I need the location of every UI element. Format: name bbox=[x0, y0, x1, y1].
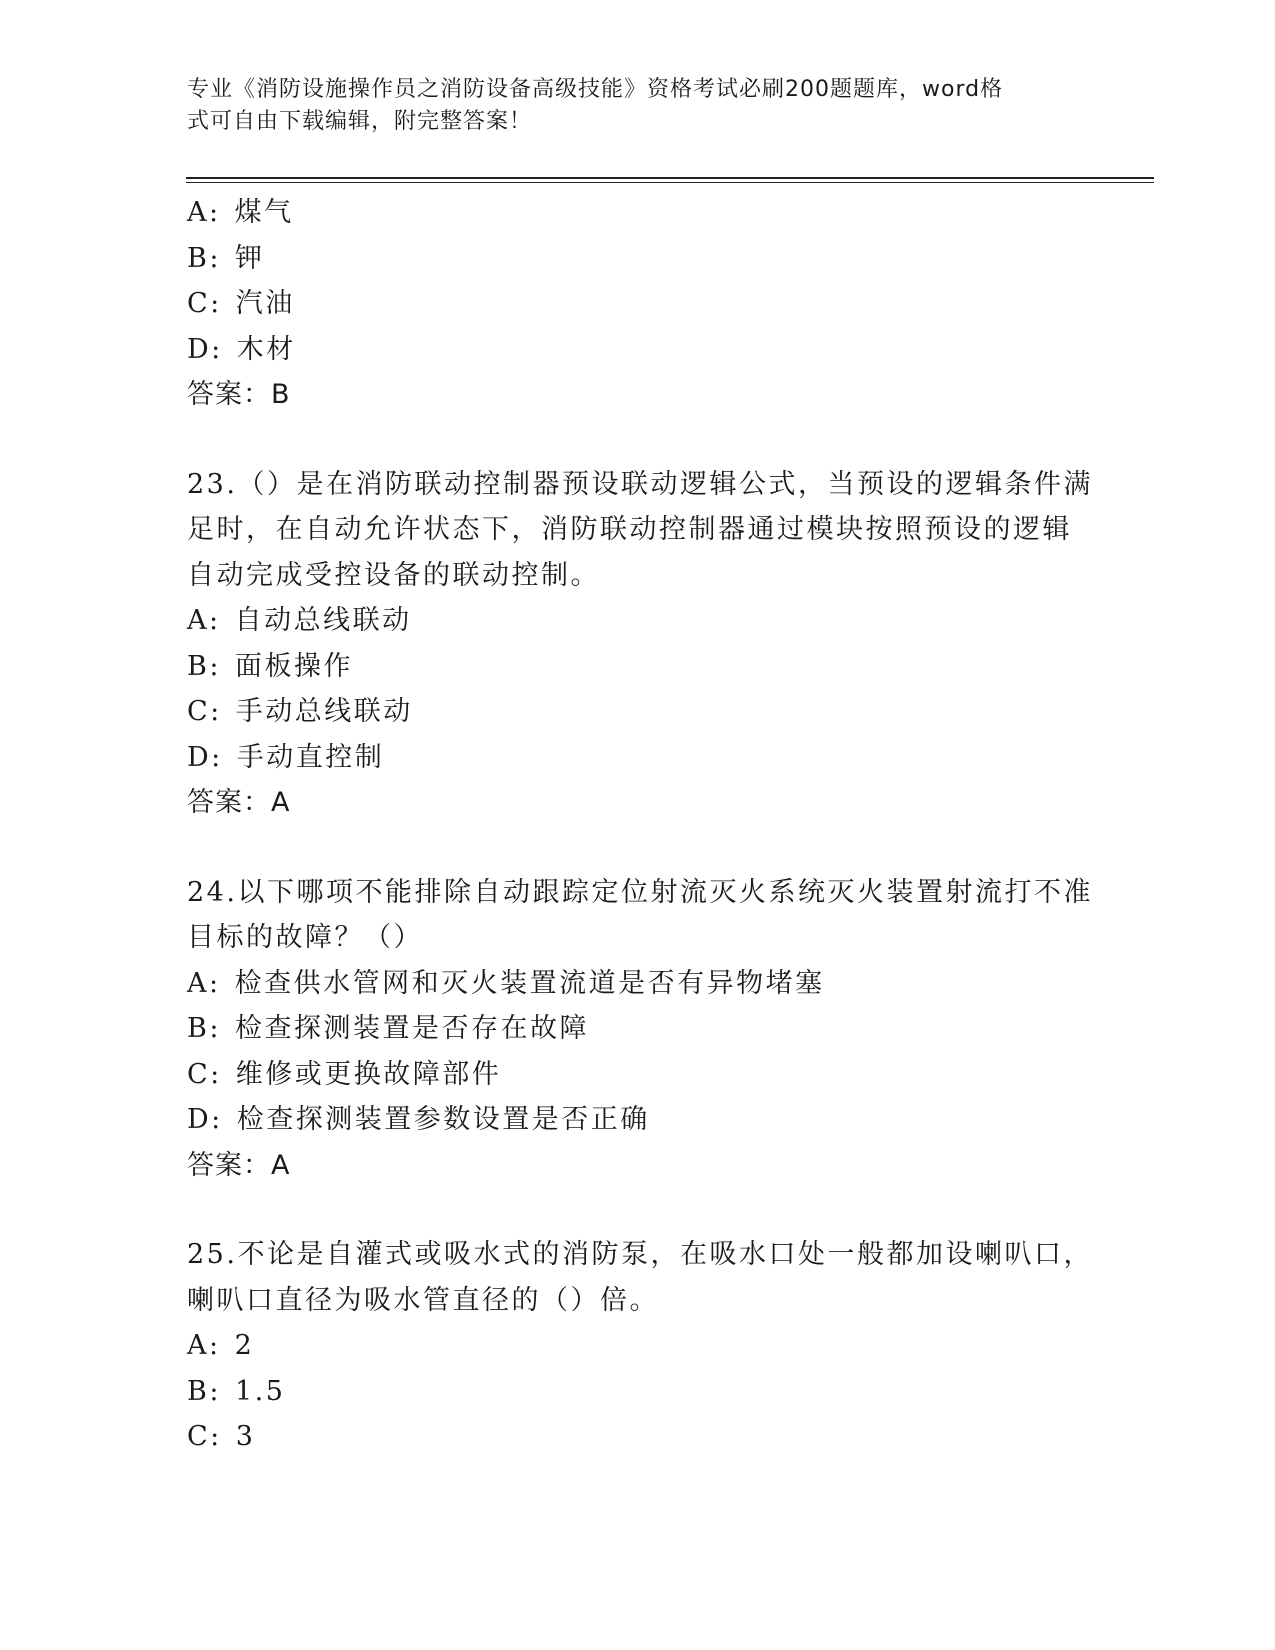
option-d: D: 木材 bbox=[187, 333, 296, 365]
option-a: A: 煤气 bbox=[187, 197, 294, 228]
option-d: D: 检查探测装置参数设置是否正确 bbox=[187, 1104, 650, 1135]
option-b: B: 1.5 bbox=[187, 1375, 286, 1407]
answer-23: 答案：A bbox=[187, 787, 291, 818]
question-23-line-2: 足时，在自动允许状态下，消防联动控制器通过模块按照预设的逻辑 bbox=[187, 514, 1072, 545]
option-a: A: 2 bbox=[187, 1330, 255, 1361]
question-23 bbox=[187, 462, 1093, 826]
header-line-1: 专业《消防设施操作员之消防设备高级技能》资格考试必刷200题题库，word格 bbox=[187, 77, 1004, 102]
option-b: B: 面板操作 bbox=[187, 650, 353, 682]
header-line-2: 式可自由下载编辑，附完整答案！ bbox=[187, 109, 533, 134]
option-c: C: 手动总线联动 bbox=[187, 696, 413, 727]
option-c: C: 维修或更换故障部件 bbox=[187, 1058, 502, 1090]
question-25 bbox=[187, 1232, 1093, 1460]
document-header bbox=[187, 74, 1067, 138]
question-23-line-1: 23.（）是在消防联动控制器预设联动逻辑公式，当预设的逻辑条件满 bbox=[187, 468, 1093, 500]
answer-24: 答案：A bbox=[187, 1149, 291, 1181]
question-22-options bbox=[187, 190, 1087, 418]
question-25-line-2: 喇叭口直径为吸水管直径的（）倍。 bbox=[187, 1284, 659, 1316]
question-list bbox=[187, 190, 1093, 1460]
question-24-line-2: 目标的故障？（） bbox=[187, 922, 423, 953]
question-24-line-1: 24.以下哪项不能排除自动跟踪定位射流灭火系统灭火装置射流打不准 bbox=[187, 876, 1093, 908]
answer-22: 答案：B bbox=[187, 379, 291, 410]
option-b: B: 检查探测装置是否存在故障 bbox=[187, 1013, 589, 1044]
header-rule-thick bbox=[186, 177, 1154, 179]
question-24 bbox=[187, 870, 1093, 1189]
option-c: C: 汽油 bbox=[187, 288, 295, 319]
option-a: A: 检查供水管网和灭火装置流道是否有异物堵塞 bbox=[187, 967, 825, 999]
question-23-line-3: 自动完成受控设备的联动控制。 bbox=[187, 559, 600, 591]
option-b: B: 钾 bbox=[187, 242, 265, 274]
option-c: C: 3 bbox=[187, 1421, 256, 1452]
option-a: A: 自动总线联动 bbox=[187, 605, 412, 636]
option-d: D: 手动直控制 bbox=[187, 741, 385, 773]
question-25-line-1: 25.不论是自灌式或吸水式的消防泵，在吸水口处一般都加设喇叭口， bbox=[187, 1239, 1093, 1270]
header-rule-thin bbox=[186, 182, 1154, 183]
